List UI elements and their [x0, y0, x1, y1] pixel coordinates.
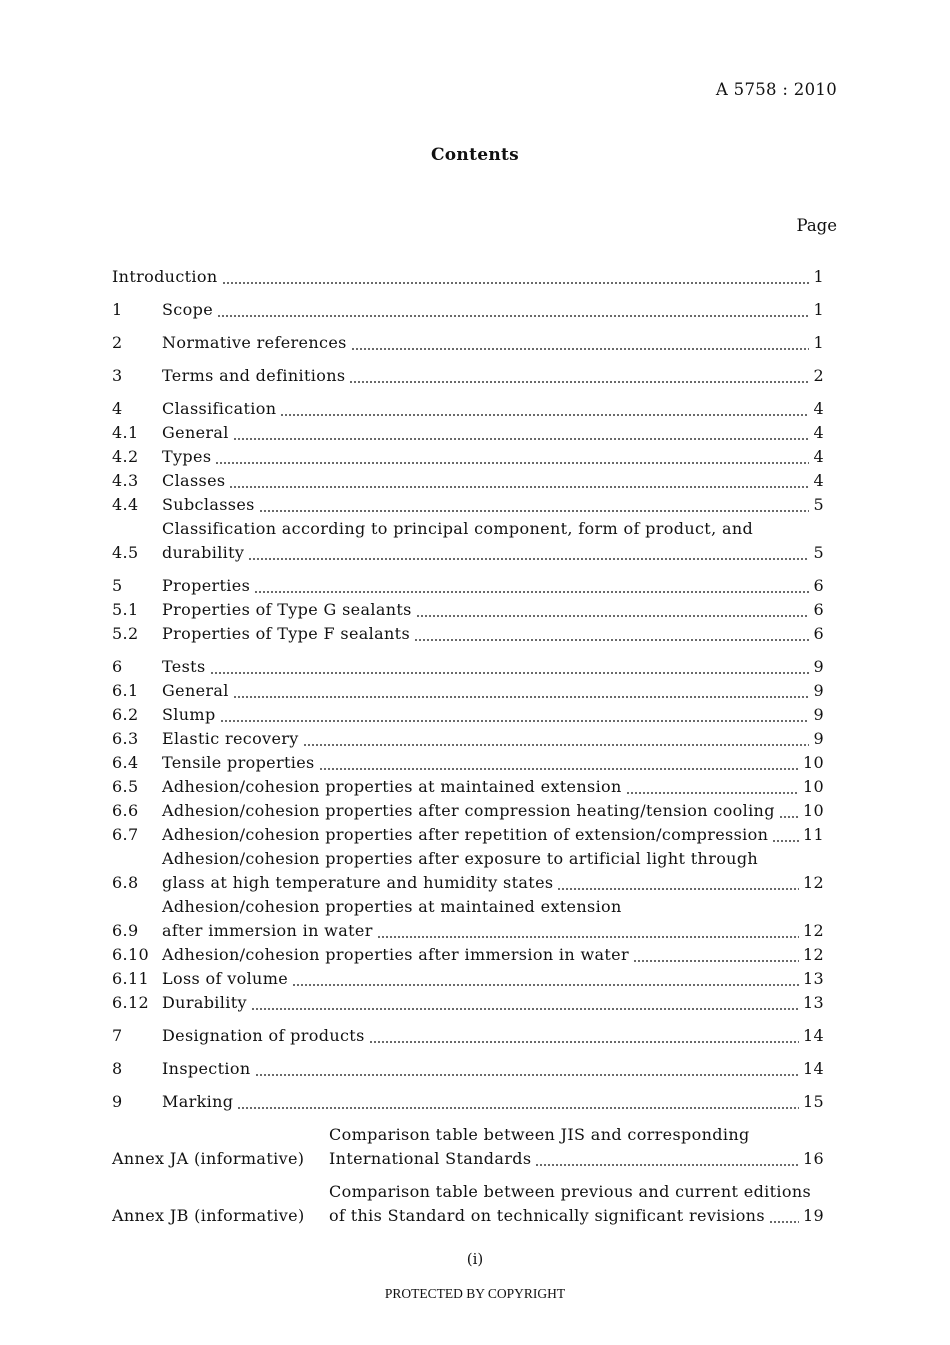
- toc-entry-title: Classes: [162, 471, 226, 490]
- toc-entry-page: 14: [802, 1026, 824, 1045]
- dot-leader: [349, 364, 809, 388]
- toc-entry-title-line1: Classification according to principal component, form of product, and: [162, 519, 754, 538]
- dot-leader: [229, 469, 809, 493]
- toc-entry-number: 6.6: [112, 801, 139, 820]
- toc-entry-page: 11: [802, 825, 824, 844]
- toc-entry[interactable]: [112, 751, 824, 775]
- toc-entry-page: 4: [813, 423, 824, 442]
- toc-entry-title: Properties: [162, 576, 251, 595]
- toc-entry-number: 4.4: [112, 495, 139, 514]
- toc-entry-page: 12: [802, 921, 824, 940]
- toc-entry-number: 4.2: [112, 447, 139, 466]
- toc-entry[interactable]: [112, 622, 824, 646]
- toc-entry[interactable]: [112, 265, 824, 289]
- toc-entry-page: 6: [813, 624, 824, 643]
- toc-entry-page: 9: [813, 657, 824, 676]
- toc-entry-number: 6.1: [112, 681, 139, 700]
- toc-entry-title: Introduction: [112, 267, 218, 286]
- toc-entry-number: 5.1: [112, 600, 139, 619]
- dot-leader: [292, 967, 799, 991]
- toc-entry[interactable]: [112, 493, 824, 517]
- toc-entry-number: 8: [112, 1059, 123, 1078]
- toc-entry-title: of this Standard on technically significant revisions: [329, 1206, 765, 1225]
- toc-entry-number: 4.5: [112, 543, 139, 562]
- toc-entry-number: 1: [112, 300, 123, 319]
- toc-entry-number: 4.3: [112, 471, 139, 490]
- toc-entry[interactable]: [112, 655, 824, 679]
- toc-entry-title: Adhesion/cohesion properties after repetition of extension/compression: [162, 825, 769, 844]
- page-column-label: Page: [796, 216, 837, 235]
- toc-entry-page: 16: [802, 1149, 824, 1168]
- toc-entry-number: 5: [112, 576, 123, 595]
- dot-leader: [259, 493, 810, 517]
- toc-entry-page: 5: [813, 495, 824, 514]
- dot-leader: [633, 943, 799, 967]
- dot-leader: [220, 703, 810, 727]
- toc-entry[interactable]: [112, 397, 824, 421]
- dot-leader: [377, 919, 799, 943]
- toc-entry-number: 6: [112, 657, 123, 676]
- toc-entry-page: 6: [813, 576, 824, 595]
- toc-entry[interactable]: [112, 679, 824, 703]
- toc-entry-number: Annex JB (informative): [112, 1206, 305, 1225]
- dot-leader: [303, 727, 810, 751]
- toc-entry-title: General: [162, 423, 229, 442]
- page-title: Contents: [430, 145, 520, 165]
- toc-entry-page: 14: [802, 1059, 824, 1078]
- toc-entry-page: 10: [802, 777, 824, 796]
- toc-entry[interactable]: [112, 991, 824, 1015]
- toc-entry-number: 9: [112, 1092, 123, 1111]
- dot-leader: [414, 622, 809, 646]
- dot-leader: [233, 421, 810, 445]
- document-code: A 5758 : 2010: [715, 80, 837, 99]
- toc-entry-page: 9: [813, 705, 824, 724]
- toc-entry-page: 19: [802, 1206, 824, 1225]
- toc-entry-page: 1: [813, 267, 824, 286]
- toc-entry-page: 12: [802, 873, 824, 892]
- toc-entry[interactable]: [112, 445, 824, 469]
- toc-entry-number: 5.2: [112, 624, 139, 643]
- dot-leader: [626, 775, 799, 799]
- toc-entry-number: 4: [112, 399, 123, 418]
- dot-leader: [222, 265, 810, 289]
- toc-entry-number: 6.5: [112, 777, 139, 796]
- dot-leader: [535, 1147, 799, 1171]
- dot-leader: [210, 655, 810, 679]
- dot-leader: [217, 298, 809, 322]
- dot-leader: [248, 541, 809, 565]
- copyright-notice: PROTECTED BY COPYRIGHT: [384, 1286, 566, 1301]
- toc-entry[interactable]: [112, 298, 824, 322]
- toc-entry-title: Tests: [162, 657, 206, 676]
- toc-entry-page: 1: [813, 333, 824, 352]
- toc-entry[interactable]: [112, 943, 824, 967]
- toc-entry-number: 6.3: [112, 729, 139, 748]
- toc-entry-number: 6.12: [112, 993, 150, 1012]
- toc-entry-page: 10: [802, 801, 824, 820]
- toc-entry-page: 4: [813, 471, 824, 490]
- dot-leader: [351, 331, 810, 355]
- toc-entry-title: glass at high temperature and humidity states: [162, 873, 554, 892]
- toc-entry[interactable]: [112, 364, 824, 388]
- toc-entry[interactable]: [112, 598, 824, 622]
- dot-leader: [369, 1024, 799, 1048]
- toc-entry-title: Inspection: [162, 1059, 251, 1078]
- dot-leader: [215, 445, 809, 469]
- page-number: (i): [466, 1250, 484, 1268]
- toc-entry-page: 2: [813, 366, 824, 385]
- toc-entry-number: 6.9: [112, 921, 139, 940]
- toc-entry-title: durability: [162, 543, 245, 562]
- toc-entry[interactable]: [112, 967, 824, 991]
- toc-entry-title: Slump: [162, 705, 216, 724]
- toc-entry-title: Loss of volume: [162, 969, 289, 988]
- toc-entry-title: Adhesion/cohesion properties after immersion in water: [162, 945, 630, 964]
- toc-entry[interactable]: [112, 847, 824, 895]
- dot-leader: [233, 679, 810, 703]
- toc-entry-number: 3: [112, 366, 123, 385]
- toc-entry-number: 6.11: [112, 969, 150, 988]
- toc-entry-page: 9: [813, 681, 824, 700]
- toc-entry-title: Designation of products: [162, 1026, 365, 1045]
- toc-entry-title: Tensile properties: [162, 753, 315, 772]
- toc-entry-number: 6.7: [112, 825, 139, 844]
- dot-leader: [237, 1090, 799, 1114]
- toc-entry-title: General: [162, 681, 229, 700]
- toc-entry-title-line1: Adhesion/cohesion properties after exposure to artificial light through: [162, 849, 759, 868]
- toc-entry-page: 12: [802, 945, 824, 964]
- toc-entry-number: Annex JA (informative): [112, 1149, 305, 1168]
- dot-leader: [772, 823, 799, 847]
- toc-entry-title: Normative references: [162, 333, 347, 352]
- toc-entry-page: 13: [802, 969, 824, 988]
- toc-entry-title-line1: Comparison table between JIS and corresponding: [329, 1125, 750, 1144]
- dot-leader: [416, 598, 810, 622]
- toc-entry-title: Durability: [162, 993, 247, 1012]
- toc-entry-title: International Standards: [329, 1149, 532, 1168]
- toc-entry-number: 7: [112, 1026, 123, 1045]
- toc-entry-number: 6.2: [112, 705, 139, 724]
- toc-entry[interactable]: [112, 1123, 824, 1171]
- toc-entry-number: 4.1: [112, 423, 139, 442]
- toc-entry[interactable]: [112, 775, 824, 799]
- toc-entry-title-line1: Comparison table between previous and current editions: [329, 1182, 812, 1201]
- toc-entry-page: 9: [813, 729, 824, 748]
- toc-entry-title: after immersion in water: [162, 921, 373, 940]
- toc-entry[interactable]: [112, 421, 824, 445]
- toc-entry-title: Scope: [162, 300, 214, 319]
- toc-entry-page: 10: [802, 753, 824, 772]
- toc-entry-title: Subclasses: [162, 495, 255, 514]
- toc-entry-page: 5: [813, 543, 824, 562]
- toc-entry-title: Properties of Type F sealants: [162, 624, 411, 643]
- toc-entry-title-line1: Adhesion/cohesion properties at maintained extension: [162, 897, 622, 916]
- dot-leader: [280, 397, 809, 421]
- toc-entry-page: 4: [813, 447, 824, 466]
- toc-entry[interactable]: [112, 727, 824, 751]
- toc-entry-title: Terms and definitions: [162, 366, 346, 385]
- toc-entry-title: Classification: [162, 399, 277, 418]
- dot-leader: [255, 1057, 799, 1081]
- dot-leader: [254, 574, 809, 598]
- toc-entry[interactable]: [112, 574, 824, 598]
- dot-leader: [319, 751, 799, 775]
- dot-leader: [769, 1204, 799, 1228]
- toc-entry[interactable]: [112, 823, 824, 847]
- toc-entry[interactable]: [112, 331, 824, 355]
- toc-entry-page: 1: [813, 300, 824, 319]
- dot-leader: [557, 871, 798, 895]
- toc-entry[interactable]: [112, 799, 824, 823]
- toc-entry-number: 2: [112, 333, 123, 352]
- toc-entry-number: 6.10: [112, 945, 150, 964]
- toc-entry[interactable]: [112, 517, 824, 565]
- toc-entry[interactable]: [112, 469, 824, 493]
- toc-entry-page: 15: [802, 1092, 824, 1111]
- toc-entry-number: 6.4: [112, 753, 139, 772]
- toc-entry[interactable]: [112, 1024, 824, 1048]
- toc-entry[interactable]: [112, 1180, 824, 1228]
- toc-entry[interactable]: [112, 895, 824, 943]
- toc-entry[interactable]: [112, 1090, 824, 1114]
- toc-entry-page: 4: [813, 399, 824, 418]
- toc-entry-number: 6.8: [112, 873, 139, 892]
- dot-leader: [779, 799, 799, 823]
- toc-entry-page: 13: [802, 993, 824, 1012]
- toc-entry-title: Adhesion/cohesion properties after compression heating/tension cooling: [162, 801, 775, 820]
- toc-entry-title: Properties of Type G sealants: [162, 600, 412, 619]
- toc-entry-title: Adhesion/cohesion properties at maintained extension: [162, 777, 622, 796]
- toc-entry-title: Elastic recovery: [162, 729, 299, 748]
- toc-entry-title: Marking: [162, 1092, 234, 1111]
- table-of-contents: [112, 265, 824, 1228]
- toc-entry-title: Types: [162, 447, 212, 466]
- toc-entry[interactable]: [112, 703, 824, 727]
- toc-entry[interactable]: [112, 1057, 824, 1081]
- dot-leader: [251, 991, 799, 1015]
- toc-entry-page: 6: [813, 600, 824, 619]
